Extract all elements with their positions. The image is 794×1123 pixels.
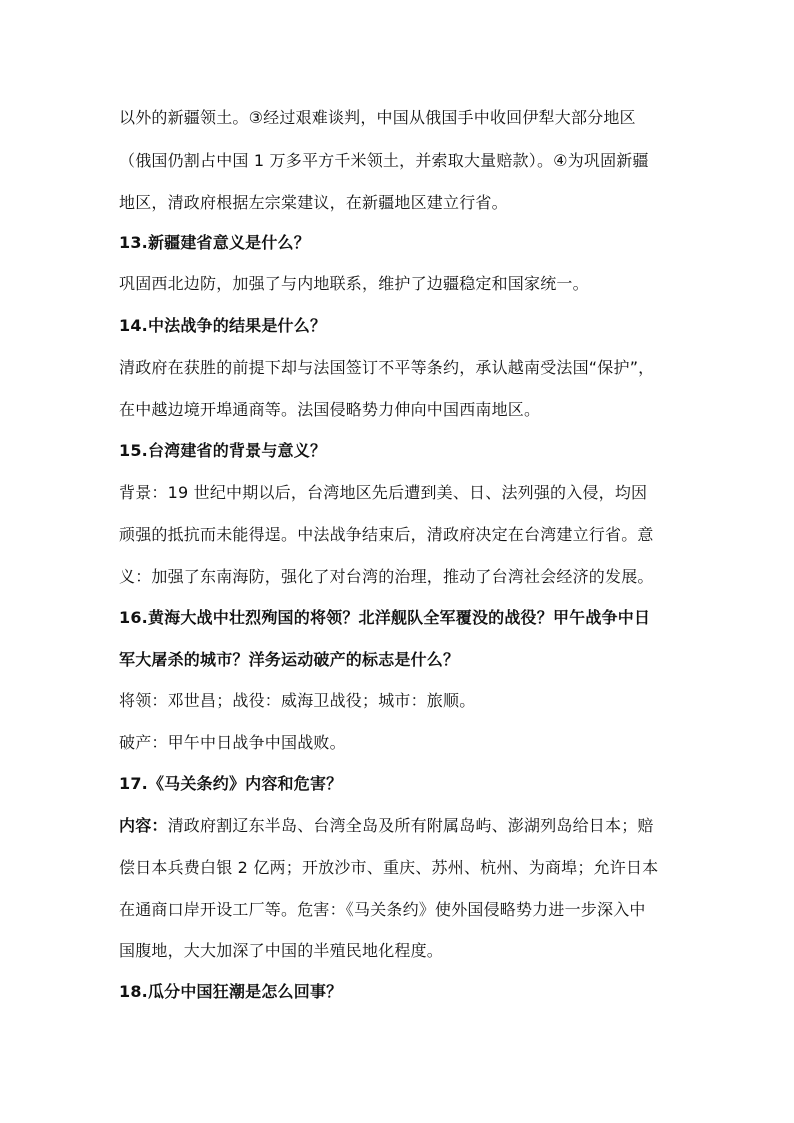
body-line: 偿日本兵费白银 2 亿两；开放沙市、重庆、苏州、杭州、为商埠；允许日本 — [119, 858, 659, 877]
body-line: 义：加强了东南海防，强化了对台湾的治理，推动了台湾社会经济的发展。 — [119, 567, 654, 586]
body-line: 在通商口岸开设工厂等。危害：《马关条约》使外国侵略势力进一步深入中 — [119, 900, 646, 919]
body-line: 以外的新疆领土。③经过艰难谈判，中国从俄国手中收回伊犁大部分地区 — [119, 108, 636, 127]
body-line — [119, 816, 699, 836]
body-text: 清政府割辽东半岛、台湾全岛及所有附属岛屿、澎湖列岛给日本；赔 — [167, 816, 654, 835]
body-line: 清政府在获胜的前提下却与法国签订不平等条约，承认越南受法国“保护”， — [119, 358, 655, 377]
body-line: （俄国仍割占中国 1 万多平方千米领土，并索取大量赔款）。④为巩固新疆 — [119, 151, 649, 170]
question-heading: 军大屠杀的城市？洋务运动破产的标志是什么？ — [119, 650, 460, 669]
body-line: 巩固西北边防，加强了与内地联系，维护了边疆稳定和国家统一。 — [119, 274, 589, 293]
body-line: 将领：邓世昌；战役：威海卫战役；城市：旅顺。 — [119, 691, 476, 710]
question-heading: 13.新疆建省意义是什么？ — [119, 233, 310, 252]
body-line: 背景：19 世纪中期以后，台湾地区先后遭到美、日、法列强的入侵，均因 — [119, 483, 648, 502]
question-heading: 18.瓜分中国狂潮是怎么回事？ — [119, 982, 343, 1001]
body-line: 地区，清政府根据左宗棠建议，在新疆地区建立行省。 — [119, 193, 508, 212]
question-heading: 14.中法战争的结果是什么？ — [119, 316, 327, 335]
body-line: 破产：甲午中日战争中国战败。 — [119, 733, 346, 752]
body-line: 顽强的抵抗而未能得逞。中法战争结束后，清政府决定在台湾建立行省。意 — [119, 525, 654, 544]
question-heading: 15.台湾建省的背景与意义？ — [119, 441, 327, 460]
content-lead-label: 内容： — [119, 816, 168, 835]
question-heading: 17.《马关条约》内容和危害？ — [119, 774, 343, 793]
body-line: 国腹地，大大加深了中国的半殖民地化程度。 — [119, 941, 444, 960]
body-line: 在中越边境开埠通商等。法国侵略势力伸向中国西南地区。 — [119, 400, 541, 419]
question-heading: 16.黄海大战中壮烈殉国的将领？北洋舰队全军覆没的战役？甲午战争中日 — [119, 608, 651, 627]
